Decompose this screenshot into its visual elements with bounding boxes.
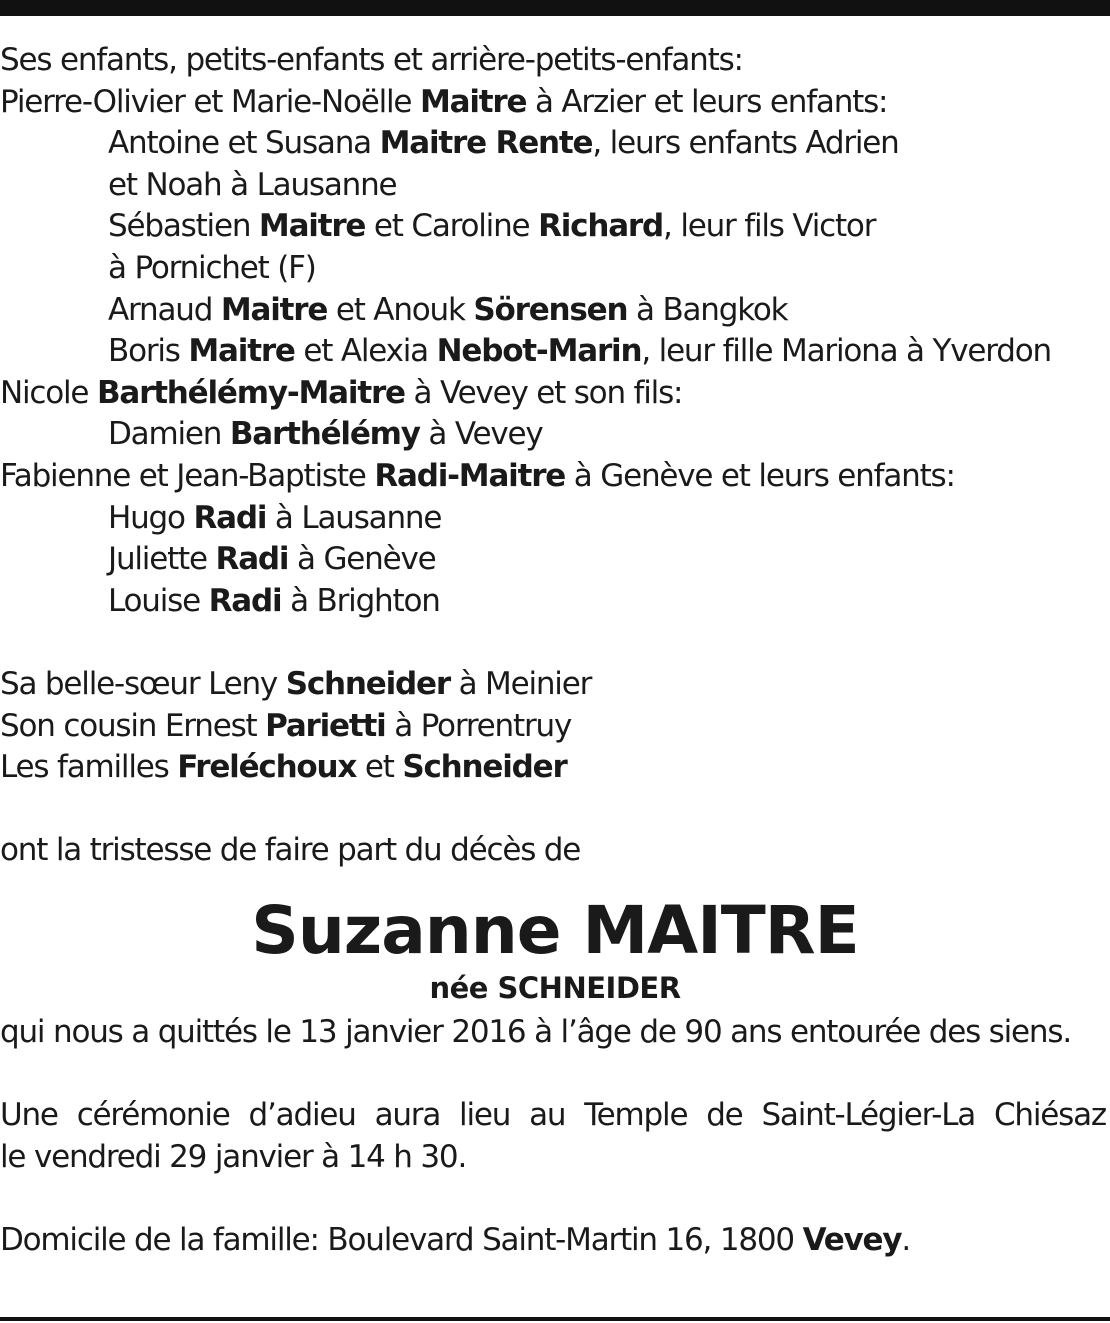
text-segment: Son cousin Ernest	[0, 707, 266, 744]
family-line	[0, 123, 1110, 165]
text-segment: Les familles	[0, 749, 178, 786]
surname: Maitre	[258, 208, 366, 245]
family-line	[0, 414, 1110, 456]
text-segment: et Anouk	[327, 291, 474, 328]
surname: Richard	[538, 208, 664, 245]
text-segment: Boris	[108, 333, 189, 370]
family-line	[0, 290, 1110, 332]
text-segment: et Alexia	[294, 333, 437, 370]
text-segment: Ses enfants, petits-enfants et arrière-petits-enfants:	[0, 42, 743, 78]
ceremony-line-1: Une cérémonie d’adieu aura lieu au Temple de Saint-Légier-La Chiésaz	[0, 1097, 1106, 1134]
relative-line	[0, 664, 1110, 706]
text-segment: à Pornichet (F)	[108, 249, 316, 286]
text-segment: à Brighton	[281, 582, 440, 619]
family-line	[0, 40, 1110, 82]
surname: Barthélémy	[229, 416, 420, 453]
surname: Schneider	[402, 749, 567, 786]
text-segment: à Arzier et leurs enfants:	[526, 83, 888, 120]
text-segment: Fabienne et Jean-Baptiste	[0, 457, 375, 494]
surname: Maitre	[220, 291, 328, 328]
domicile-line	[0, 1220, 1110, 1262]
family-line	[0, 165, 1110, 207]
text-segment: à Vevey	[419, 416, 543, 453]
family-line	[0, 498, 1110, 540]
surname: Nebot-Marin	[436, 333, 642, 370]
text-segment: et Caroline	[365, 208, 539, 245]
text-segment: , leur fils Victor	[663, 208, 876, 245]
passing-line: qui nous a quittés le 13 janvier 2016 à l’âge de 90 ans entourée des siens.	[0, 1013, 1071, 1050]
family-line	[0, 581, 1110, 623]
surname: Parietti	[265, 707, 386, 744]
family-line	[0, 539, 1110, 581]
surname: Radi-Maitre	[374, 457, 566, 494]
surname: Barthélémy-Maitre	[96, 374, 405, 411]
surname: Radi	[215, 541, 289, 578]
text-segment: , leur fille Mariona à Yverdon	[641, 333, 1051, 370]
surname: Sörensen	[473, 291, 628, 328]
domicile-text: Domicile de la famille: Boulevard Saint-Martin 16, 1800	[0, 1221, 803, 1258]
relative-line	[0, 706, 1110, 748]
text-segment: à Vevey et son fils:	[404, 374, 683, 411]
deceased-name: Suzanne MAITRE	[251, 891, 859, 969]
text-segment: , leurs enfants Adrien	[592, 125, 899, 162]
ceremony-line-2: le vendredi 29 janvier à 14 h 30.	[0, 1138, 467, 1175]
spacer	[0, 622, 1110, 664]
family-line	[0, 82, 1110, 124]
surname: Radi	[193, 499, 267, 536]
surname: Maitre	[188, 333, 295, 370]
text-segment: à Genève et leurs enfants:	[565, 457, 955, 494]
announcement-line: ont la tristesse de faire part du décès de	[0, 832, 581, 869]
text-segment: Hugo	[108, 499, 194, 536]
text-segment: Juliette	[108, 541, 216, 578]
family-list	[0, 40, 1110, 622]
text-segment: à Lausanne	[266, 499, 442, 536]
family-line	[0, 373, 1110, 415]
obituary-text	[0, 40, 1110, 1261]
surname: Maitre Rente	[379, 125, 593, 162]
text-segment: Sébastien	[108, 208, 259, 245]
family-line	[0, 206, 1110, 248]
text-segment: Damien	[108, 416, 230, 453]
text-segment: Louise	[108, 582, 209, 619]
family-line	[0, 248, 1110, 290]
text-segment: à Genève	[288, 541, 436, 578]
text-segment: Arnaud	[108, 291, 221, 328]
top-rule	[0, 0, 1110, 16]
surname: Freléchoux	[177, 749, 357, 786]
text-segment: Antoine et Susana	[108, 125, 380, 162]
maiden-name: née SCHNEIDER	[429, 970, 681, 1005]
text-segment: et Noah à Lausanne	[108, 166, 397, 203]
domicile-end: .	[901, 1221, 911, 1258]
text-segment: Sa belle-sœur Leny	[0, 665, 286, 702]
surname: Maitre	[419, 83, 527, 120]
relatives-list	[0, 664, 1110, 789]
bottom-rule	[0, 1317, 1110, 1321]
text-segment: Nicole	[0, 374, 97, 411]
family-line	[0, 331, 1110, 373]
text-segment: à Meinier	[449, 665, 592, 702]
family-line	[0, 456, 1110, 498]
surname: Radi	[208, 582, 282, 619]
text-segment: à Bangkok	[627, 291, 788, 328]
relative-line	[0, 747, 1110, 789]
deceased-block	[0, 891, 1110, 1008]
spacer	[0, 1053, 1110, 1095]
spacer	[0, 1178, 1110, 1220]
spacer	[0, 789, 1110, 831]
domicile-city: Vevey	[802, 1221, 902, 1258]
text-segment: à Porrentruy	[385, 707, 572, 744]
text-segment: Pierre-Olivier et Marie-Noëlle	[0, 83, 420, 120]
surname: Schneider	[285, 665, 450, 702]
text-segment: et	[356, 749, 403, 786]
